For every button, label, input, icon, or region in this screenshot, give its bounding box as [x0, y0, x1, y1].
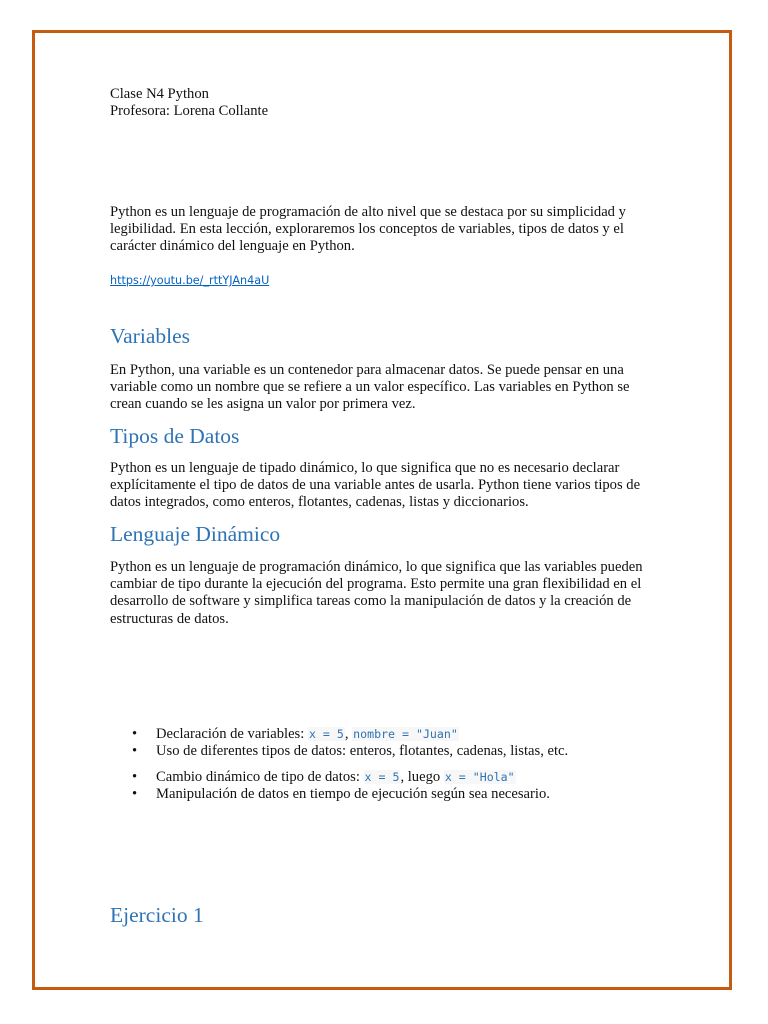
tipos-paragraph: Python es un lenguaje de tipado dinámico, lo que significa que no es necesario declarar explícitamente el tipo de datos de una variable antes de usarla. Python tiene varios tipos de datos integrados, como enteros, flotantes, cadenas, listas y diccionarios.	[110, 460, 641, 511]
code-snippet: x = 5	[364, 770, 400, 784]
heading-lenguaje-dinamico: Lenguaje Dinámico	[110, 522, 281, 546]
list-item: • Manipulación de datos en tiempo de ejecución según sea necesario.	[110, 786, 662, 803]
bullet-list-2	[110, 769, 662, 803]
code-snippet: x = "Hola"	[444, 770, 515, 784]
video-link[interactable]: https://youtu.be/_rttYJAn4aU	[110, 274, 270, 287]
list-item: • Uso de diferentes tipos de datos: enteros, flotantes, cadenas, listas, etc.	[110, 743, 662, 760]
heading-ejercicio-1: Ejercicio 1	[110, 903, 204, 927]
intro-paragraph: Python es un lenguaje de programación de alto nivel que se destaca por su simplicidad y legibilidad. En esta lección, exploraremos los conceptos de variables, tipos de datos y el carácter dinámico del lenguaje en Python.	[110, 204, 626, 255]
code-snippet: nombre = "Juan"	[353, 727, 458, 741]
bullet-list-1	[110, 726, 662, 760]
code-snippet: x = 5	[308, 727, 344, 741]
class-title: Clase N4 Python	[110, 86, 209, 102]
heading-tipos-de-datos: Tipos de Datos	[110, 424, 240, 448]
heading-variables: Variables	[110, 324, 190, 348]
list-item: • Cambio dinámico de tipo de datos: x = 5, luego x = "Hola"	[110, 769, 662, 786]
teacher-name: Profesora: Lorena Collante	[110, 103, 269, 120]
list-item: • Declaración de variables: x = 5, nombre = "Juan"	[110, 726, 662, 743]
dinamico-paragraph: Python es un lenguaje de programación dinámico, lo que significa que las variables pueden cambiar de tipo durante la ejecución del programa. Esto permite una gran flexibilidad en el desarrollo de software y simplifica tareas como la manipulación de datos y la creación de estructuras de datos.	[110, 559, 643, 627]
document-header	[110, 86, 662, 120]
variables-paragraph: En Python, una variable es un contenedor para almacenar datos. Se puede pensar en una variable como un nombre que se refiere a un valor específico. Las variables en Python se crean cuando se les asigna un valor por primera vez.	[110, 362, 630, 413]
